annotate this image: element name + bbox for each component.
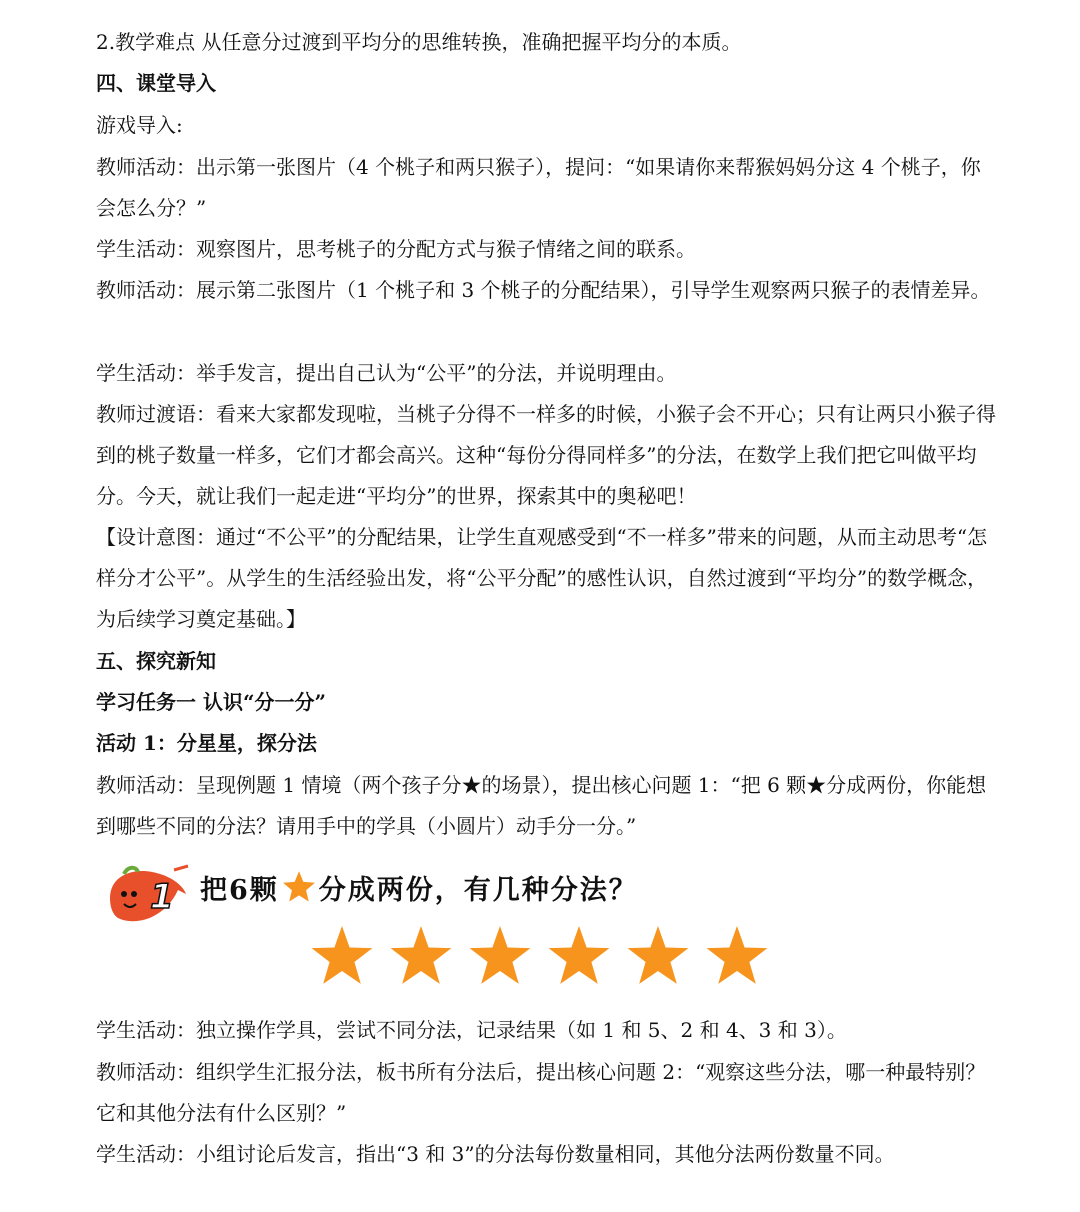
example-number: 1 bbox=[150, 877, 174, 917]
stars-row bbox=[300, 922, 780, 992]
star-icon bbox=[628, 926, 689, 984]
star-icon bbox=[549, 926, 610, 984]
star-icon bbox=[707, 926, 768, 984]
teacher-activity-2: 教师活动：展示第二张图片（1 个桃子和 3 个桃子的分配结果），引导学生观察两只猴子的表情差异。 bbox=[96, 278, 991, 302]
student-activity-3: 学生活动：独立操作学具，尝试不同分法，记录结果（如 1 和 5、2 和 4、3 和 3）。 bbox=[96, 1018, 847, 1042]
example-question bbox=[200, 866, 638, 916]
student-activity-1: 学生活动：观察图片，思考桃子的分配方式与猴子情绪之间的联系。 bbox=[96, 237, 696, 261]
section-heading-intro: 四、课堂导入 bbox=[96, 71, 216, 95]
question-text-before: 把6颗 bbox=[200, 875, 279, 906]
learning-task-heading: 学习任务一 认识“分一分” bbox=[96, 690, 326, 714]
example-number-badge bbox=[104, 860, 194, 930]
star-icon bbox=[281, 869, 317, 905]
section-heading-explore: 五、探究新知 bbox=[96, 649, 216, 673]
activity-heading: 活动 1：分星星，探分法 bbox=[96, 731, 317, 755]
game-intro-label: 游戏导入: bbox=[96, 113, 183, 137]
teacher-transition: 教师过渡语：看来大家都发现啦，当桃子分得不一样多的时候，小猴子会不开心；只有让两只小猴子得到的桃子数量一样多，它们才都会高兴。这种“每份分得同样多”的分法，在数学上我们把它叫做平均分。今天，就让我们一起走进“平均分”的世界，探索其中的奥秘吧！ bbox=[96, 402, 996, 508]
star-icon bbox=[470, 926, 531, 984]
teacher-activity-3: 教师活动：呈现例题 1 情境（两个孩子分★的场景），提出核心问题 1：“把 6 颗★分成两份，你能想到哪些不同的分法？请用手中的学具（小圆片）动手分一分。” bbox=[96, 773, 987, 838]
design-intent: 【设计意图：通过“不公平”的分配结果，让学生直观感受到“不一样多”带来的问题，从而主动思考“怎样分才公平”。从学生的生活经验出发，将“公平分配”的感性认识，自然过渡到“平均分”的数学概念，为后续学习奠定基础。】 bbox=[96, 525, 988, 631]
difficulty-line: 2.教学难点 从任意分过渡到平均分的思维转换，准确把握平均分的本质。 bbox=[96, 30, 742, 54]
teacher-activity-4: 教师活动：组织学生汇报分法，板书所有分法后，提出核心问题 2：“观察这些分法，哪一种最特别？它和其他分法有什么区别？” bbox=[96, 1060, 986, 1125]
star-icon bbox=[391, 926, 452, 984]
example-problem bbox=[104, 860, 1004, 930]
student-activity-4: 学生活动：小组讨论后发言，指出“3 和 3”的分法每份数量相同，其他分法两份数量不同。 bbox=[96, 1142, 895, 1166]
student-activity-2: 学生活动：举手发言，提出自己认为“公平”的分法，并说明理由。 bbox=[96, 361, 677, 385]
teacher-activity-1: 教师活动：出示第一张图片（4 个桃子和两只猴子），提问：“如果请你来帮猴妈妈分这 4 个桃子，你会怎么分？” bbox=[96, 155, 981, 220]
question-text-after: 分成两份，有几种分法？ bbox=[318, 875, 638, 906]
star-icon bbox=[312, 926, 373, 984]
